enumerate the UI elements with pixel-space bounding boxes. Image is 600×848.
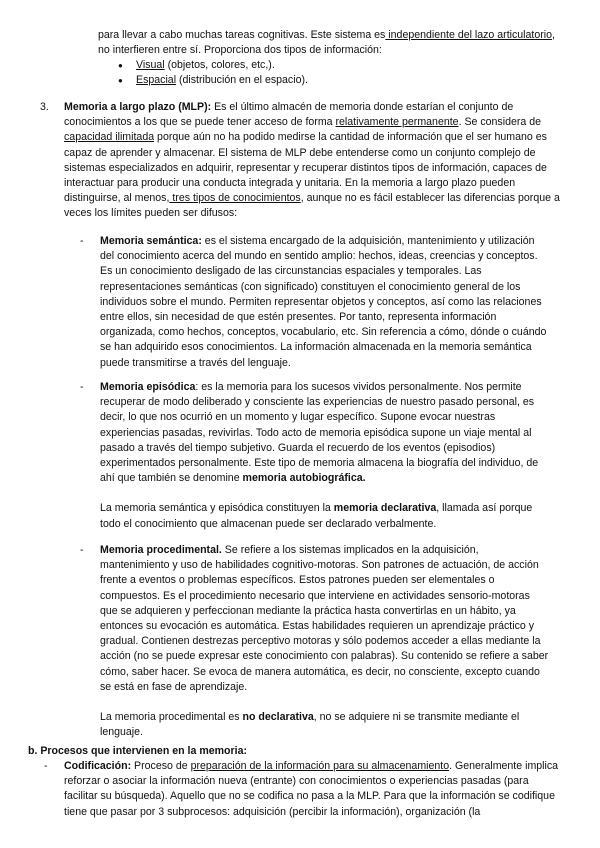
mlp-underlined-3: tres tipos de conocimientos: [169, 192, 301, 205]
dash-marker: -: [44, 760, 48, 772]
semantica-paragraph: [100, 234, 550, 371]
intro-underlined-term: independiente del lazo articulatorio: [385, 29, 553, 41]
intro-paragraph: [98, 28, 558, 58]
declarativa-note: [100, 501, 550, 531]
mlp-text-3: porque aún no ha podido medirse la cantidad de información que el ser humano es capaz de aprender y almacenar. El sistema de MLP debe entenderse como un conjunto complejo de sistemas especializados en adquirir, representar y recuperar distintos tipos de información, capaces de interactuar para producir una conducta integrada y unitaria. En la memoria a largo plazo pueden distinguirse, al menos,: [64, 131, 547, 205]
episodica-paragraph: [100, 380, 550, 486]
semantica-title: Memoria semántica:: [100, 235, 202, 247]
codificacion-text-1: Proceso de: [131, 760, 191, 772]
procedimental-title: Memoria procedimental.: [100, 544, 222, 556]
mlp-text-4: , aunque no es fácil establecer las diferencias porque a veces los límites pueden ser difusos:: [64, 192, 560, 220]
codificacion-paragraph: [64, 759, 564, 820]
note-text-2: , no se adquiere ni se transmite mediante el lenguaje.: [100, 711, 520, 739]
section-b-heading: b. Procesos que intervienen en la memoria:: [28, 745, 248, 757]
list-item-term: Visual: [136, 59, 165, 71]
note-text-1: La memoria procedimental es: [100, 711, 243, 724]
codificacion-title: Codificación:: [64, 760, 132, 772]
note-bold-term: memoria declarativa: [333, 502, 437, 515]
dash-marker: -: [80, 381, 84, 393]
section-number: 3.: [40, 101, 49, 113]
note-text-2: , llamada así porque todo el conocimiento que almacenan puede ser declarado verbalmente.: [100, 502, 533, 530]
codificacion-underlined: preparación de la información para su almacenamiento: [190, 760, 450, 772]
mlp-underlined-2: capacidad ilimitada: [64, 131, 155, 144]
episodica-item: [80, 380, 550, 532]
intro-text-1: para llevar a cabo muchas tareas cognitivas. Este sistema es: [98, 29, 386, 41]
codificacion-text-2: . Generalmente implica reforzar o asociar la información nueva (entrante) con conocimientos o experiencias pasadas (para facilitar su búsqueda). Aquello que no se codifica no pasa a la MLP. Para que la información se codifique tiene que pasar por 3 subprocesos: adquisición (percibir la información), organización (la: [64, 760, 559, 818]
dash-marker: -: [80, 544, 84, 556]
procedimental-item: [80, 543, 550, 740]
mlp-title: Memoria a largo plazo (MLP):: [64, 101, 212, 113]
note-text-1: La memoria semántica y episódica constituyen la: [100, 502, 334, 515]
list-item-term: Espacial: [136, 74, 177, 87]
dash-marker: -: [80, 235, 84, 247]
info-types-list: [118, 58, 308, 88]
mlp-section: [40, 100, 570, 222]
mlp-text-2: . Se considera de: [458, 116, 542, 129]
list-item: [118, 58, 308, 73]
episodica-bold-term: memoria autobiográfica.: [242, 472, 366, 485]
procedimental-text: Se refiere a los sistemas implicados en la adquisición, mantenimiento y uso de habilidades cognitivo-motoras. Son patrones de actuación, de acción frente a eventos o problemas específicos. Estos patrones pueden ser elementales o compuestos. Es el procedimiento necesario que interviene en actividades sensorio-motoras que se adquieren y perfeccionan mediante la práctica hasta convertirlas en un hábito, ya entonces su evocación es automática. Estas habilidades requieren un aprendizaje práctico y gradual. Contienen destrezas perceptivo motoras y sólo podemos acceder a ellas mediante la acción (no se puede expresar este conocimiento con palabras). Su contenido se refiere a saber cómo, saber hacer. Se evoca de manera automática, es decir, no consciente, excepto cuando se está en fase de aprendizaje.: [100, 544, 549, 693]
semantica-item: [80, 234, 550, 371]
codificacion-item: [44, 759, 564, 820]
mlp-text-1: Es el último almacén de memoria donde estarían el conjunto de conocimientos a los que se puede tener acceso de forma: [64, 101, 514, 129]
intro-text-2: , no interfieren entre sí. Proporciona dos tipos de información:: [98, 29, 555, 57]
note-bold-term: no declarativa: [242, 711, 314, 724]
procedimental-paragraph: [100, 543, 550, 695]
list-item: [118, 73, 308, 88]
episodica-title: Memoria episódica: [100, 381, 196, 393]
mlp-underlined-1: relativamente permanente: [335, 116, 459, 129]
mlp-paragraph: [64, 100, 570, 222]
semantica-text: es el sistema encargado de la adquisición, mantenimiento y utilización del conocimiento acerca del mundo en sentido amplio: hechos, ideas, creencias y conceptos. Es un conocimiento desligado de las circunstancias espaciales y temporales. Las representaciones semánticas (con significado) constituyen el conocimiento general de los individuos sobre el mundo. Permiten representar objetos y conceptos, así como las relaciones entre ellos, sin necesidad de que estén presentes. Por tanto, representa información organizada, como hechos, conceptos, vocabulario, etc. Sin referencia a cómo, dónde o cuándo se han adquirido esos conocimientos. La información almacenada en la memoria semántica puede transmitirse a través del lenguaje.: [100, 235, 547, 369]
episodica-text: : es la memoria para los sucesos vividos personalmente. Nos permite recuperar de modo deliberado y consciente las experiencias de nuestro pasado personal, es decir, lo que nos ocurrió en un momento y lugar específico. Supone evocar nuestras experiencias pasadas, revivirlas. Todo acto de memoria episódica supone un viaje mental al pasado a través del tiempo subjetivo. Guarda el recuerdo de los eventos (episodios) experimentados personalmente. Este tipo de memoria almacena la biografía del individuo, de ahí que también se denomine: [100, 381, 539, 485]
no-declarativa-note: [100, 710, 550, 740]
list-item-text: (distribución en el espacio).: [176, 74, 308, 87]
list-item-text: (objetos, colores, etc,).: [164, 59, 275, 71]
